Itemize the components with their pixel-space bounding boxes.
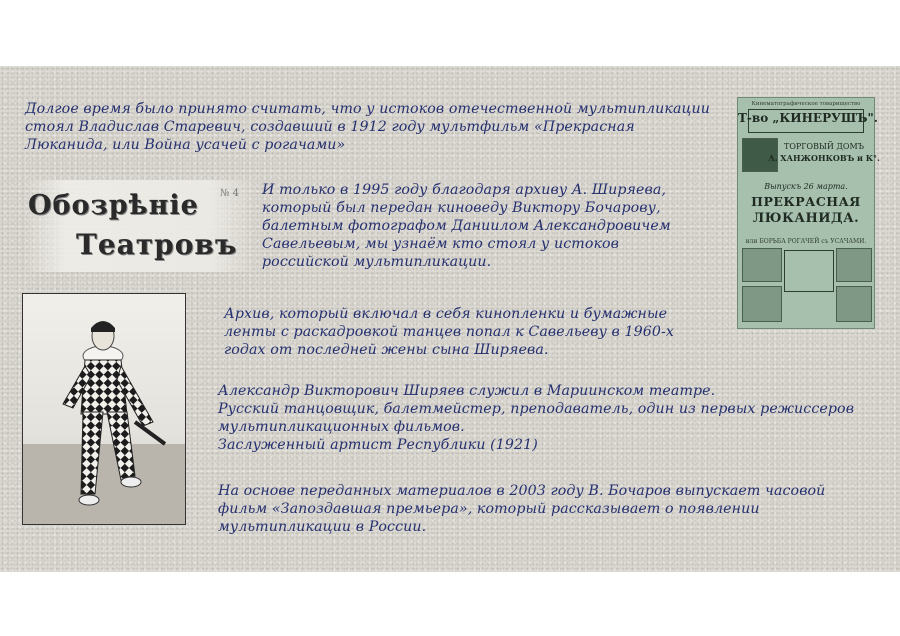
- poster-still-2: [836, 248, 872, 282]
- poster-title-line2: ЛЮКАНИДА.: [752, 211, 860, 226]
- harlequin-photo: [22, 293, 186, 525]
- poster-center-box: [784, 250, 834, 292]
- bocharov-film-paragraph: [218, 482, 825, 536]
- poster-still-1: [742, 248, 782, 282]
- bocharov-film-line: На основе переданных материалов в 2003 году В. Бочаров выпускает часовой: [218, 483, 826, 499]
- bocharov-film-line: фильм «Запоздавшая премьера», который рассказывает о появлении: [218, 501, 760, 517]
- harlequin-figure: [23, 294, 185, 524]
- poster-subtitle: или БОРЬБА РОГАЧЕЙ съ УСАЧАМИ.: [745, 238, 867, 245]
- intro-line: Люканида, или Война усачей с рогачами»: [25, 137, 346, 153]
- journal-header-image: [24, 180, 256, 272]
- archive-1995-line: балетным фотографом Даниилом Александровичем: [262, 218, 671, 234]
- lucanida-poster-image: [737, 97, 880, 329]
- poster-still-3: [742, 286, 782, 322]
- poster-still-4: [836, 286, 872, 322]
- shiryaev-line: мультипликационных фильмов.: [218, 419, 465, 435]
- poster-top-small: Кинематографическое товарищество: [751, 101, 861, 107]
- shiryaev-paragraph: [218, 382, 854, 454]
- archive-content-paragraph: [224, 305, 674, 359]
- intro-line: Долгое время было принято считать, что у истоков отечественной мультипликации: [25, 101, 710, 117]
- archive-1995-line: российской мультипликации.: [262, 254, 492, 270]
- journal-title-line1: Обозрѣніе: [28, 190, 199, 221]
- shiryaev-line: Заслуженный артист Республики (1921): [218, 437, 538, 453]
- poster-company: Т-во „КИНЕРУШЪ".: [738, 111, 878, 125]
- intro-paragraph: [25, 100, 710, 154]
- poster-khanzhonkov: А. ХАНЖОНКОВЪ и К°.: [768, 153, 880, 163]
- archive-1995-paragraph: [262, 181, 671, 271]
- archive-content-line: годах от последней жены сына Ширяева.: [224, 342, 549, 358]
- shiryaev-line: Русский танцовщик, балетмейстер, преподаватель, один из первых режиссеров: [218, 401, 855, 417]
- shiryaev-line: Александр Викторович Ширяев служил в Мариинском театре.: [218, 383, 716, 399]
- archive-content-line: ленты с раскадровкой танцев попал к Савельеву в 1960-х: [224, 324, 675, 340]
- poster-title-line1: ПРЕКРАСНАЯ: [751, 194, 861, 209]
- intro-line: стоял Владислав Старевич, создавший в 1912 году мультфильм «Прекрасная: [25, 119, 635, 135]
- journal-title-line2: Театровъ: [76, 228, 238, 261]
- poster-release: Выпускъ 26 марта.: [764, 182, 848, 191]
- bocharov-film-line: мультипликации в России.: [218, 519, 427, 535]
- journal-number: № 4: [220, 188, 240, 199]
- archive-1995-line: Савельевым, мы узнаём кто стоял у истоков: [262, 236, 620, 252]
- archive-content-line: Архив, который включал в себя кинопленки и бумажные: [224, 306, 668, 322]
- poster-house-line: ТОРГОВЫЙ ДОМЪ: [783, 142, 864, 151]
- archive-1995-line: И только в 1995 году благодаря архиву А. Ширяева,: [262, 182, 667, 198]
- archive-1995-line: который был передан киноведу Виктору Бочарову,: [262, 200, 661, 216]
